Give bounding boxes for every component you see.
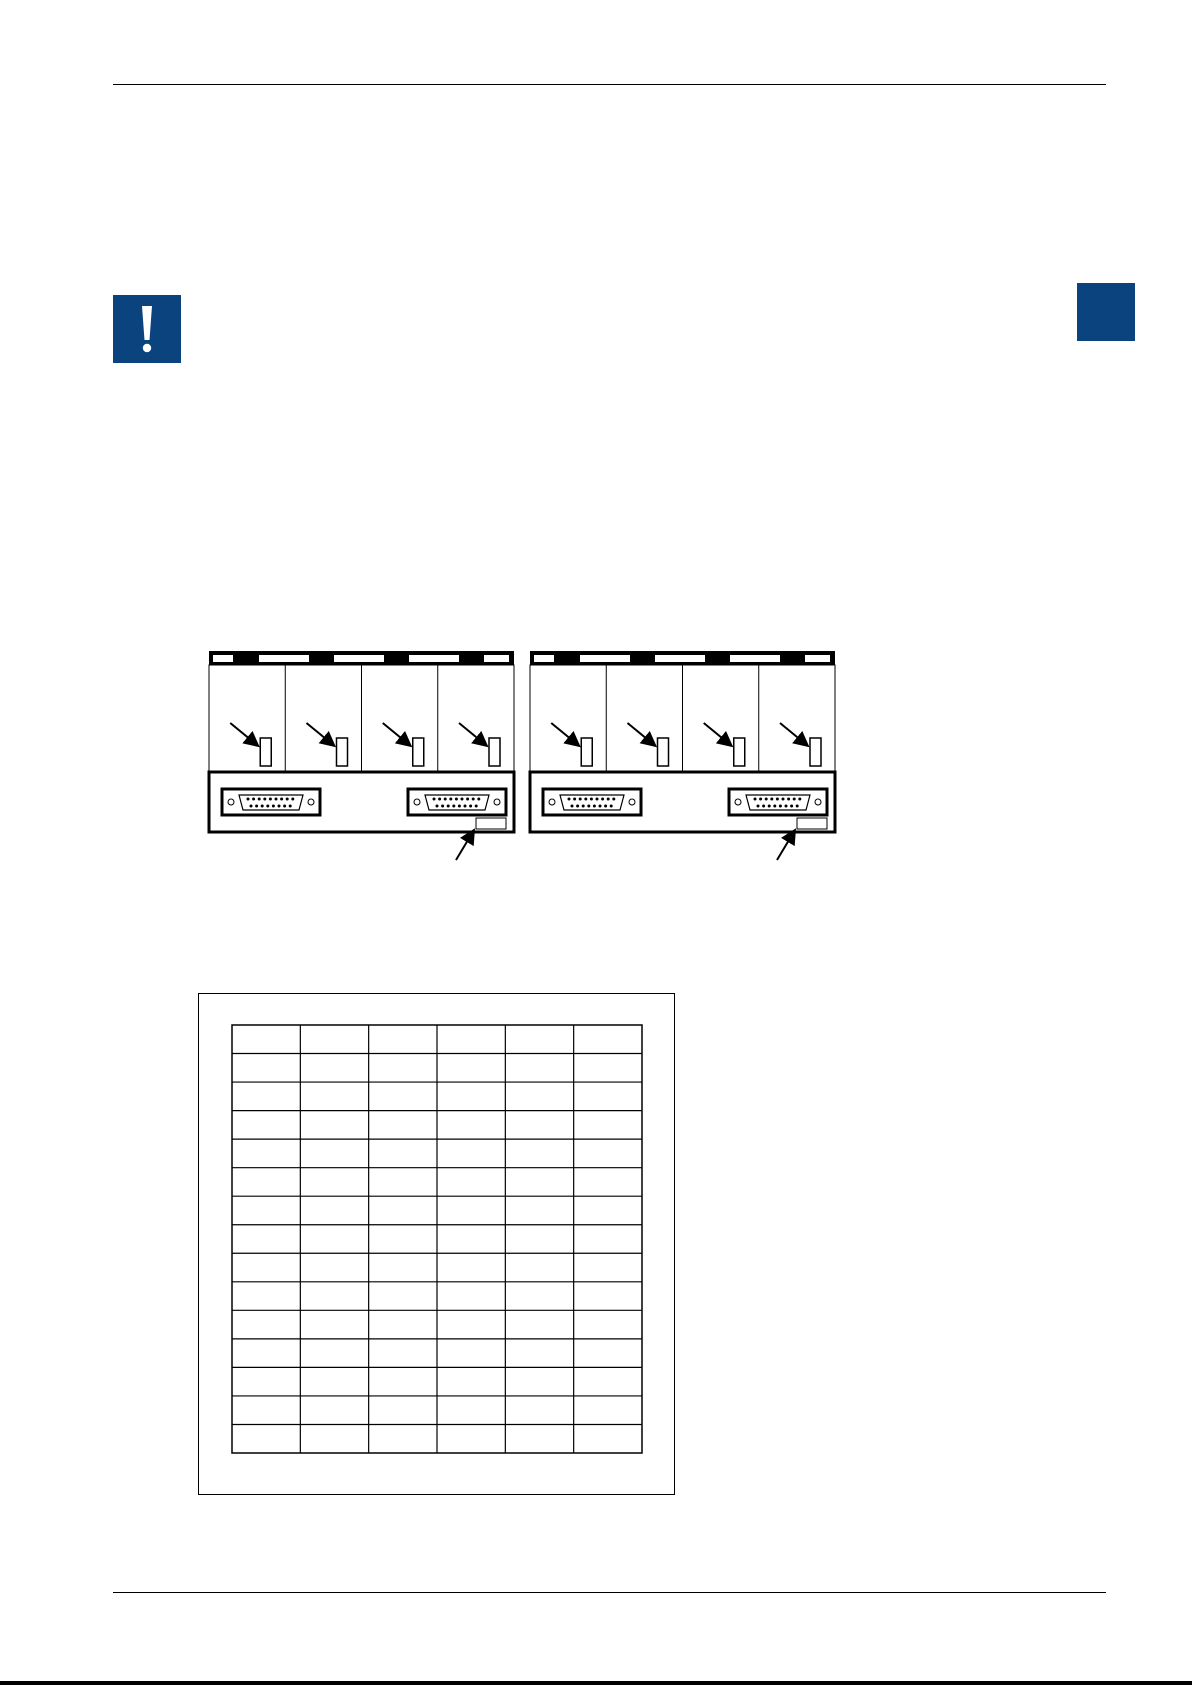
connector-screw: [629, 799, 635, 805]
base-arrow: [456, 830, 474, 860]
connector-pin: [579, 798, 582, 801]
connector-pin: [779, 805, 782, 808]
connector-pin: [438, 798, 441, 801]
connector-pin: [280, 798, 283, 801]
connector-pin: [765, 798, 768, 801]
header-rule: [113, 84, 1106, 85]
connector-pin: [261, 805, 264, 808]
exclamation-icon: [113, 295, 181, 363]
connector-pin: [269, 798, 272, 801]
top-strip-slot: [409, 655, 459, 662]
connector-pin: [604, 805, 607, 808]
connector-pin: [759, 798, 762, 801]
top-strip-slot: [213, 655, 233, 662]
base-label-plate: [476, 818, 506, 829]
connector-screw: [815, 799, 821, 805]
connector-pin: [441, 805, 444, 808]
top-strip-slot: [259, 655, 309, 662]
connector-shell: [239, 795, 303, 810]
connector-pin: [796, 805, 799, 808]
top-strip-slot: [655, 655, 705, 662]
connector-shell: [746, 795, 810, 810]
slot-label-plate: [260, 738, 271, 766]
connector-screw: [735, 799, 741, 805]
connector-pin: [757, 805, 760, 808]
connector-shell: [425, 795, 489, 810]
connector-pin: [787, 798, 790, 801]
connector-pin: [289, 805, 292, 808]
connector-pin: [770, 798, 773, 801]
connector-pin: [472, 798, 475, 801]
connector-pin: [790, 805, 793, 808]
base-label-plate: [797, 818, 827, 829]
connector-pin: [568, 798, 571, 801]
top-strip-slot: [534, 655, 554, 662]
connector-pin: [596, 798, 599, 801]
connector-pin: [582, 805, 585, 808]
connector-pin: [587, 805, 590, 808]
connector-pin: [464, 805, 467, 808]
connector-pin: [576, 805, 579, 808]
slot-label-plate: [658, 738, 669, 766]
connector-pin: [785, 805, 788, 808]
grid-table: [231, 1024, 643, 1454]
slot-label-plate: [734, 738, 745, 766]
connector-pin: [436, 805, 439, 808]
connector-pin: [590, 798, 593, 801]
module-diagram: [203, 646, 843, 866]
connector-pin: [793, 798, 796, 801]
connector-pin: [593, 805, 596, 808]
connector-pin: [571, 805, 574, 808]
connector-pin: [278, 805, 281, 808]
slot-label-plate: [810, 738, 821, 766]
connector-pin: [754, 798, 757, 801]
connector-pin: [477, 798, 480, 801]
top-strip-slot: [580, 655, 630, 662]
connector-pin: [447, 805, 450, 808]
connector-pin: [475, 805, 478, 808]
connector-pin: [469, 805, 472, 808]
top-strip-slot: [334, 655, 384, 662]
connector-pin: [444, 798, 447, 801]
connector-screw: [414, 799, 420, 805]
connector-shell: [560, 795, 624, 810]
connector-pin: [452, 805, 455, 808]
top-strip-slot: [805, 655, 830, 662]
connector-pin: [768, 805, 771, 808]
connector-pin: [773, 805, 776, 808]
base-arrow: [777, 830, 795, 860]
connector-pin: [275, 798, 278, 801]
connector-screw: [228, 799, 234, 805]
connector-pin: [607, 798, 610, 801]
connector-pin: [599, 805, 602, 808]
connector-pin: [258, 798, 261, 801]
connector-screw: [549, 799, 555, 805]
connector-pin: [455, 798, 458, 801]
slot-label-plate: [581, 738, 592, 766]
connector-pin: [283, 805, 286, 808]
connector-pin: [466, 798, 469, 801]
connector-pin: [584, 798, 587, 801]
connector-pin: [782, 798, 785, 801]
connector-pin: [263, 798, 266, 801]
connector-pin: [247, 798, 250, 801]
page-bottom-edge: [0, 1681, 1192, 1685]
slot-label-plate: [413, 738, 424, 766]
connector-pin: [272, 805, 275, 808]
connector-pin: [449, 798, 452, 801]
connector-pin: [291, 798, 294, 801]
connector-pin: [798, 798, 801, 801]
connector-screw: [494, 799, 500, 805]
connector-pin: [612, 798, 615, 801]
connector-pin: [458, 805, 461, 808]
top-strip-slot: [484, 655, 509, 662]
connector-pin: [610, 805, 613, 808]
top-strip-slot: [730, 655, 780, 662]
connector-pin: [762, 805, 765, 808]
connector-pin: [573, 798, 576, 801]
connector-pin: [433, 798, 436, 801]
connector-pin: [776, 798, 779, 801]
connector-pin: [461, 798, 464, 801]
connector-pin: [252, 798, 255, 801]
chapter-tab-marker: [1077, 283, 1135, 341]
footer-rule: [113, 1592, 1106, 1593]
slot-label-plate: [489, 738, 500, 766]
connector-pin: [266, 805, 269, 808]
connector-screw: [308, 799, 314, 805]
connector-pin: [255, 805, 258, 808]
connector-pin: [286, 798, 289, 801]
table-figure: [198, 993, 675, 1495]
connector-pin: [250, 805, 253, 808]
slot-label-plate: [337, 738, 348, 766]
connector-pin: [601, 798, 604, 801]
